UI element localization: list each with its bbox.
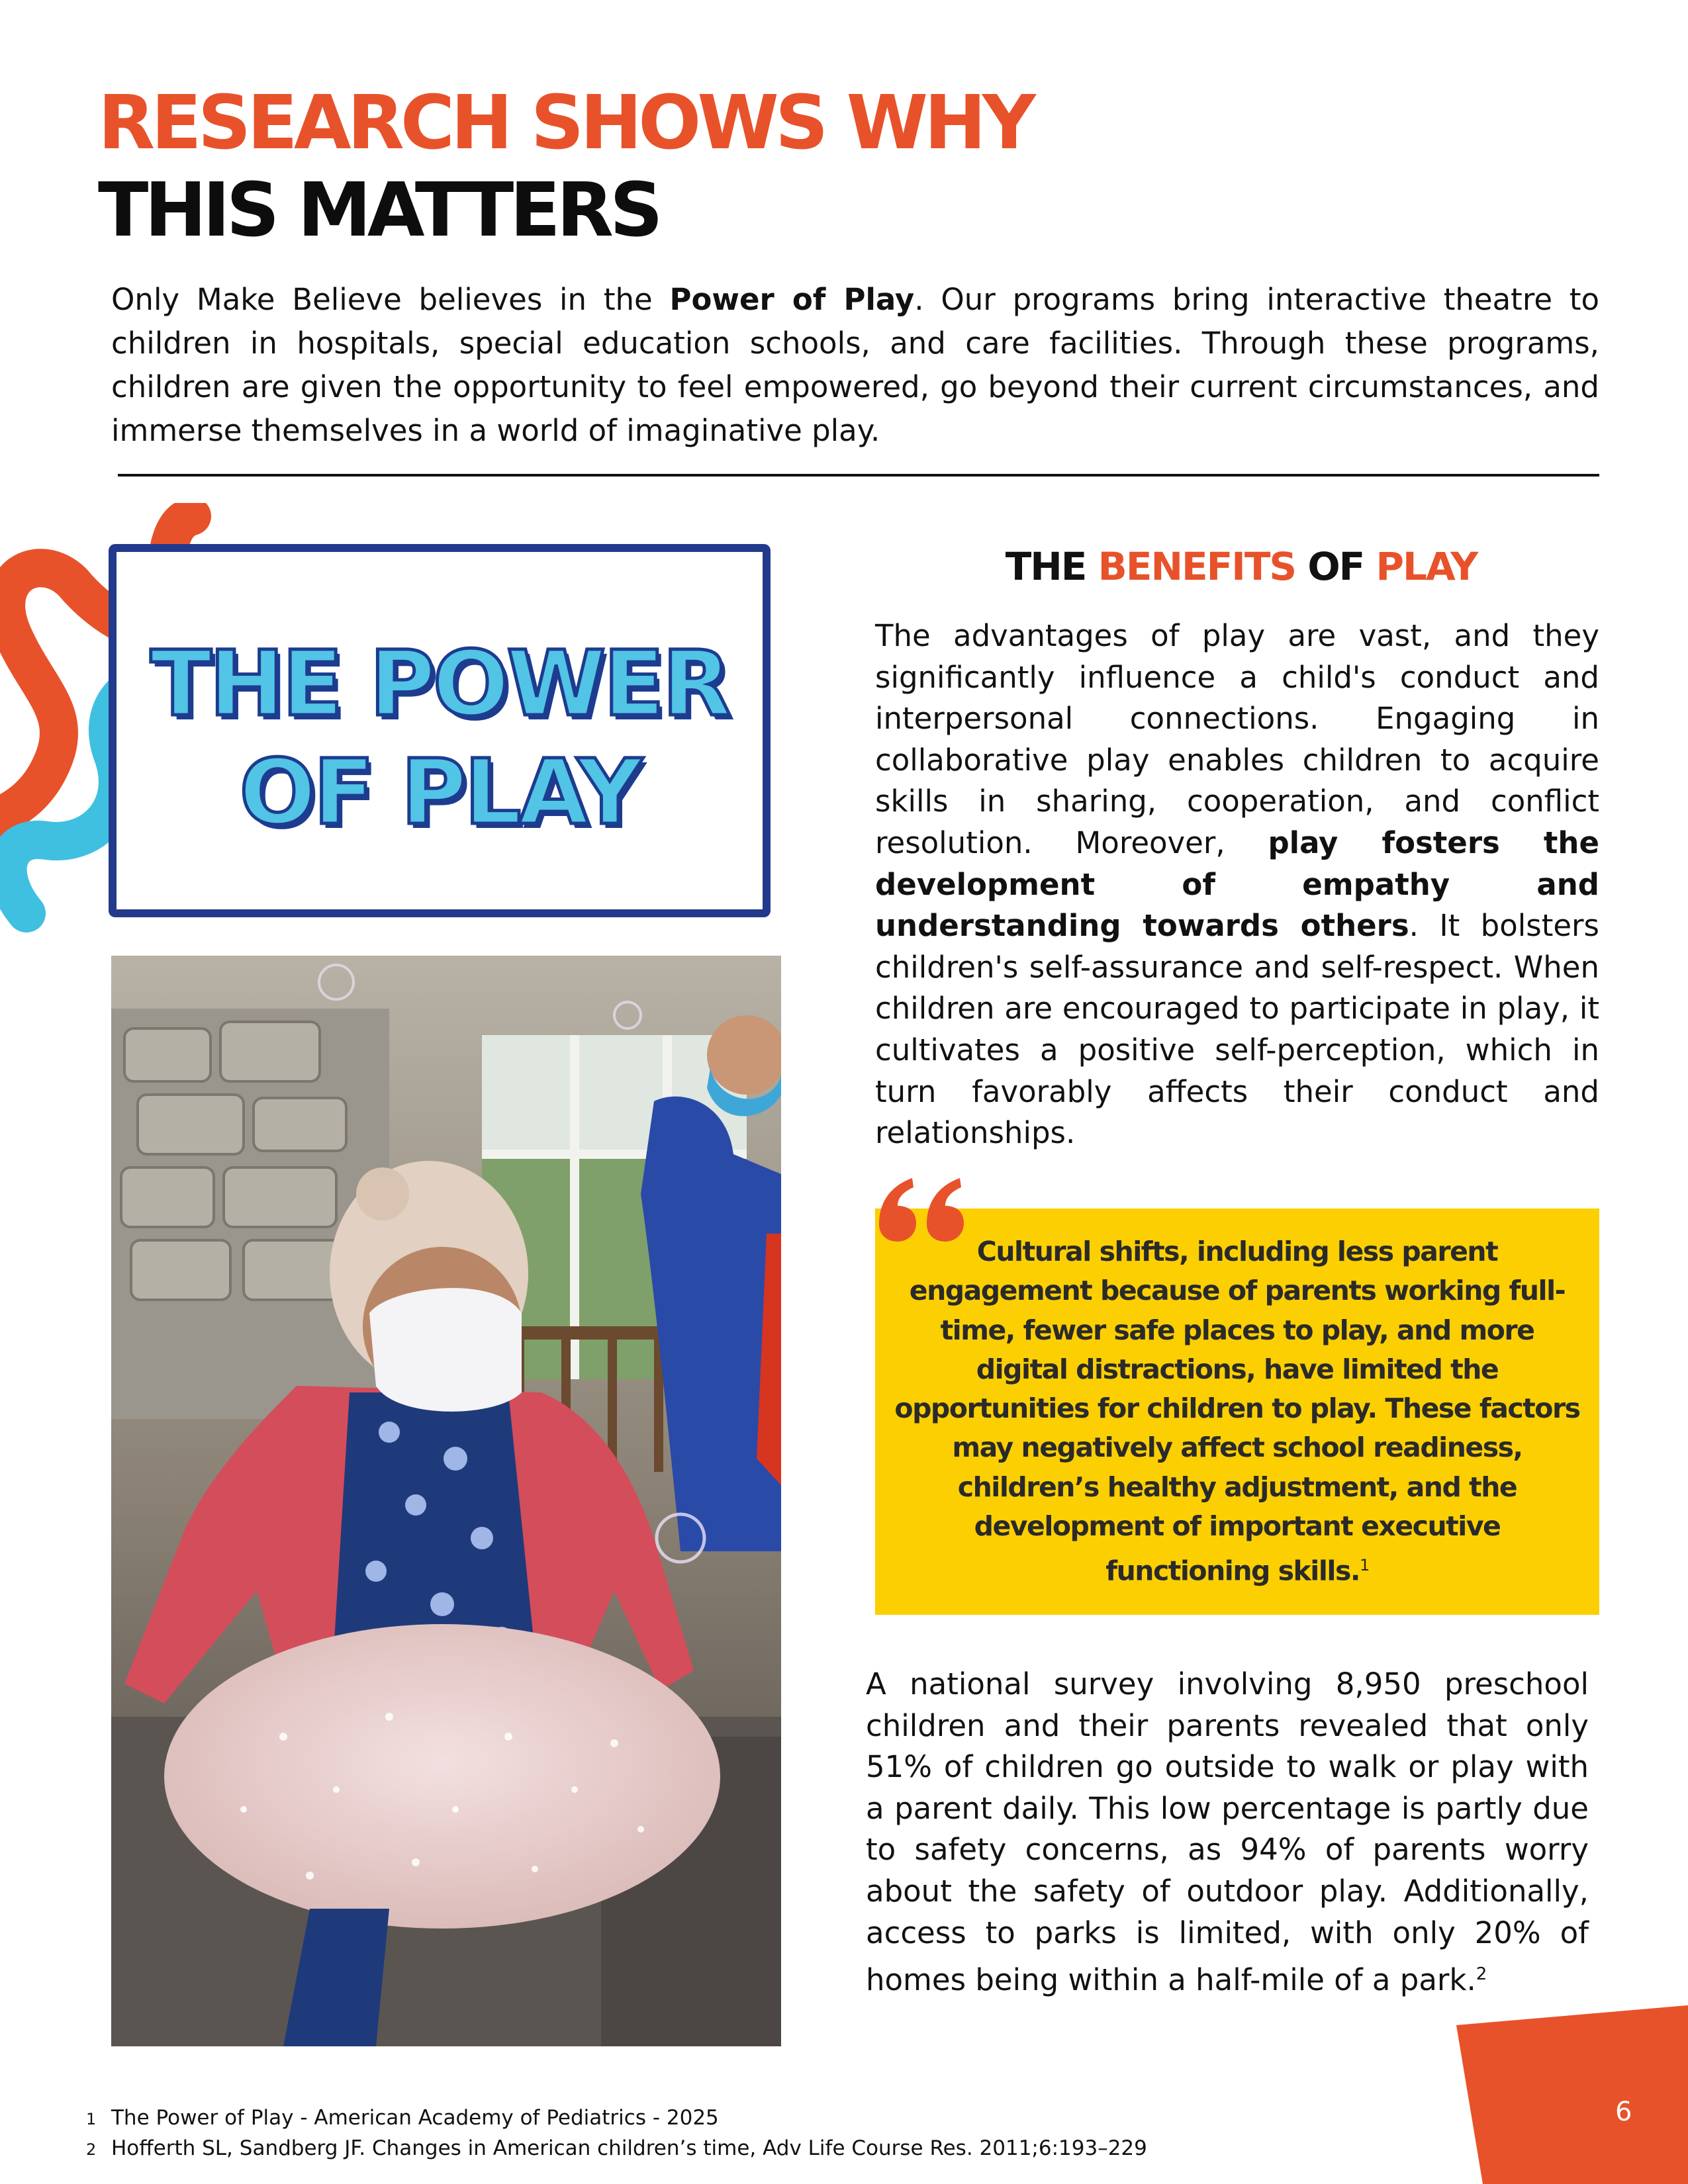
power-of-play-title-line2: OF PLAY (239, 741, 640, 845)
benefits-bold-text: play fosters the development of empathy and understanding towards others (875, 825, 1599, 944)
benefits-heading (854, 544, 1628, 589)
footnote-text: The Power of Play - American Academy of Pediatrics - 2025 (111, 2106, 719, 2130)
footnote-text: Hofferth SL, Sandberg JF. Changes in American children’s time, Adv Life Course Res. 2011;6:193–229 (111, 2136, 1147, 2160)
footnote (86, 2136, 1147, 2160)
benefits-heading-word: THE (1005, 544, 1098, 589)
benefits-heading-word: BENEFITS (1098, 544, 1296, 589)
benefits-heading-word: OF (1295, 544, 1376, 589)
power-of-play-box (109, 544, 771, 917)
survey-paragraph (866, 1664, 1589, 2001)
footnote-number: 2 (86, 2140, 97, 2159)
survey-footnote-ref: 2 (1476, 1964, 1487, 1985)
benefits-heading-word: PLAY (1376, 544, 1477, 589)
section-divider (118, 474, 1599, 477)
intro-paragraph (111, 278, 1599, 453)
page-number: 6 (1615, 2097, 1632, 2127)
child-with-tutu-photo (111, 956, 781, 2046)
quote-footnote-ref: 1 (1359, 1556, 1369, 1575)
corner-decoration (1456, 2005, 1688, 2184)
page-title-line1: RESEARCH SHOWS WHY (98, 80, 1032, 166)
benefits-text-end: . It bolsters children's self-assurance and self-respect. When children are encouraged to participate in play, it cultivates a positive self-perception, which in turn favorably affects their conduct and relationships. (875, 908, 1599, 1151)
survey-body: A national survey involving 8,950 preschool children and their parents revealed that only 51% of children go outside to walk or play with a parent daily. This low percentage is partly due to safety concerns, as 94% of parents worry about the safety of outdoor play. Additionally, access to parks is limited, with only 20% of homes being within a half-mile of a park. (866, 1666, 1589, 1998)
page-title-line2: THIS MATTERS (98, 167, 659, 253)
quote-body: Cultural shifts, including less parent engagement because of parents working full-time, fewer safe places to play, and more digital distractions, have limited the opportunities for children to play. These factors may negatively affect school readiness, children’s healthy adjustment, and the development of important executive functioning skills. (894, 1236, 1580, 1588)
footnote (86, 2106, 719, 2130)
intro-bold-text: Power of Play (669, 282, 915, 317)
footnote-number: 1 (86, 2110, 97, 2128)
intro-text-start: Only Make Believe believes in the (111, 282, 670, 317)
intro-text-end: . Our programs bring interactive theatre to children in hospitals, special education schools, and care facilities. Through these programs, children are given the opportunity to feel empowered, go beyond their current circumstances, and immerse themselves in a world of imaginative play. (111, 282, 1599, 448)
benefits-text-start: The advantages of play are vast, and they significantly influence a child's conduct and interpersonal connections. Engaging in collaborative play enables children to acquire skills in sharing, cooperation, and conflict resolution. Moreover, (875, 618, 1599, 860)
benefits-paragraph (875, 615, 1599, 1154)
power-of-play-title-line1: THE POWER (150, 632, 729, 737)
quote-text (891, 1232, 1583, 1591)
